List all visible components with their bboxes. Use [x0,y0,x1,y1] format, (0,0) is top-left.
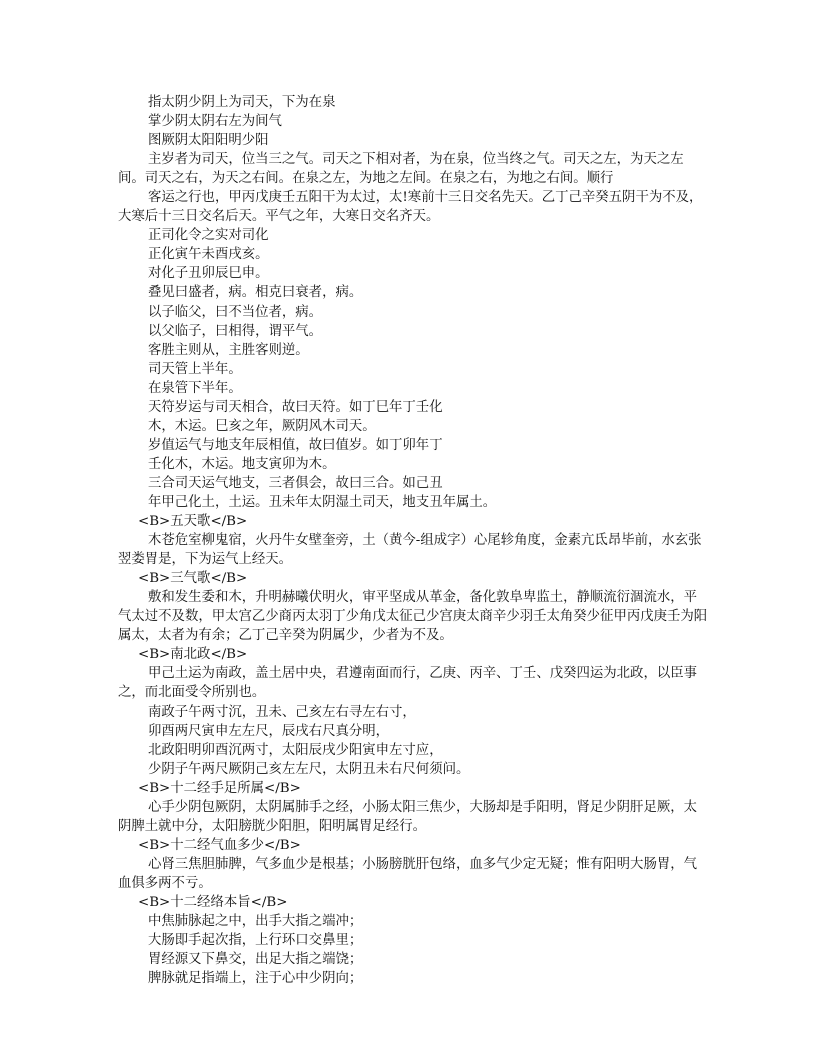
paragraph: 叠见曰盛者，病。相克曰衰者，病。 [148,285,363,301]
paragraph: 敷和发生委和木，升明赫曦伏明火，审平坚成从革金，备化敦阜卑监土，静顺流衍涸流水，平气太过不及数，甲太宫乙少商丙太羽丁少角戊太征己少宫庚太商辛少羽壬太角癸少征甲丙戊庚壬为阳属太，太者为有余；乙丁己辛癸为阴属少，少者为不及。 [118,590,708,644]
paragraph: 中焦肺脉起之中，出手大指之端冲； [148,914,363,930]
paragraph: 掌少阴太阴右左为间气 [148,114,282,130]
section-heading: <B>南北政</B> [138,647,248,663]
paragraph: 年甲己化土，土运。丑未年太阴湿土司天，地支丑年属土。 [148,494,497,510]
section-heading: <B>十二经络本旨</B> [138,894,288,910]
paragraph: 以父临子，曰相得，谓平气。 [148,323,323,339]
paragraph: 对化子丑卯辰巳申。 [148,266,269,282]
paragraph: 心手少阴包厥阴，太阴属肺手之经，小肠太阳三焦少，大肠却是手阳明，肾足少阴肝足厥，太阴脾土就中分，太阳膀胱少阳胆，阳明属胃足经行。 [118,799,698,834]
paragraph: 以子临父，曰不当位者，病。 [148,304,323,320]
paragraph: 甲己土运为南政，盖土居中央，君遵南面而行，乙庚、丙辛、丁壬、戊癸四运为北政，以臣事之，而北面受令所别也。 [118,666,698,701]
paragraph: 主岁者为司天，位当三之气。司天之下相对者，为在泉，位当终之气。司天之左，为天之左间。司天之右，为天之右间。在泉之左，为地之左间。在泉之右，为地之右间。顺行 [118,152,684,187]
paragraph: 少阴子午两尺厥阴己亥左左尺，太阴丑未右尺何须问。 [148,761,470,777]
paragraph: 指太阴少阴上为司天，下为在泉 [148,95,336,110]
paragraph: 在泉管下半年。 [148,380,242,396]
paragraph: 木，木运。巳亥之年，厥阴风木司天。 [148,418,376,434]
paragraph: 北政阳明卯酉沉两寸，太阳辰戌少阳寅申左寸应， [148,742,443,758]
section-heading: <B>五天歌</B> [138,514,248,530]
paragraph: 图厥阴太阳阳明少阳 [148,133,269,149]
paragraph: 心肾三焦胆肺脾，气多血少是根基；小肠膀胱肝包络，血多气少定无疑；惟有阳明大肠胃，气血俱多两不亏。 [118,856,698,891]
paragraph: 壬化木，木运。地支寅卯为木。 [148,456,336,472]
document-page [118,93,708,988]
section-heading: <B>三气歌</B> [138,571,248,587]
paragraph: 客运之行也，甲丙戊庚壬五阳干为太过，太!寒前十三日交名先天。乙丁己辛癸五阴干为不及，大寒后十三日交名后天。平气之年，大寒日交名齐天。 [118,190,703,225]
paragraph: 岁值运气与地支年辰相值，故曰值岁。如丁卯年丁 [148,437,443,453]
paragraph: 三合司天运气地支，三者俱会，故曰三合。如己丑 [148,475,443,491]
paragraph: 南政子午两寸沉，丑未、己亥左右寻左右寸， [148,704,416,720]
paragraph: 卯酉两尺寅申左左尺，辰戌右尺真分明， [148,723,390,739]
paragraph: 天符岁运与司天相合，故曰天符。如丁巳年丁壬化 [148,399,443,415]
paragraph: 木苍危室柳鬼宿，火丹牛女壁奎旁，土（黄今-组成字）心尾轸角度，金素亢氐昂毕前，水玄张翌娄胃是，下为运气上经天。 [118,533,702,568]
paragraph: 客胜主则从，主胜客则逆。 [148,342,309,358]
paragraph: 胃经源又下鼻交，出足大指之端饶； [148,952,363,968]
paragraph: 正化寅午未酉戌亥。 [148,247,269,263]
paragraph: 正司化令之实对司化 [148,228,269,244]
section-heading: <B>十二经气血多少</B> [138,837,301,853]
section-heading: <B>十二经手足所属</B> [138,780,301,796]
paragraph: 脾脉就足指端上，注于心中少阴向； [148,971,363,987]
paragraph: 司天管上半年。 [148,361,242,377]
paragraph: 大肠即手起次指，上行环口交鼻里； [148,933,363,949]
